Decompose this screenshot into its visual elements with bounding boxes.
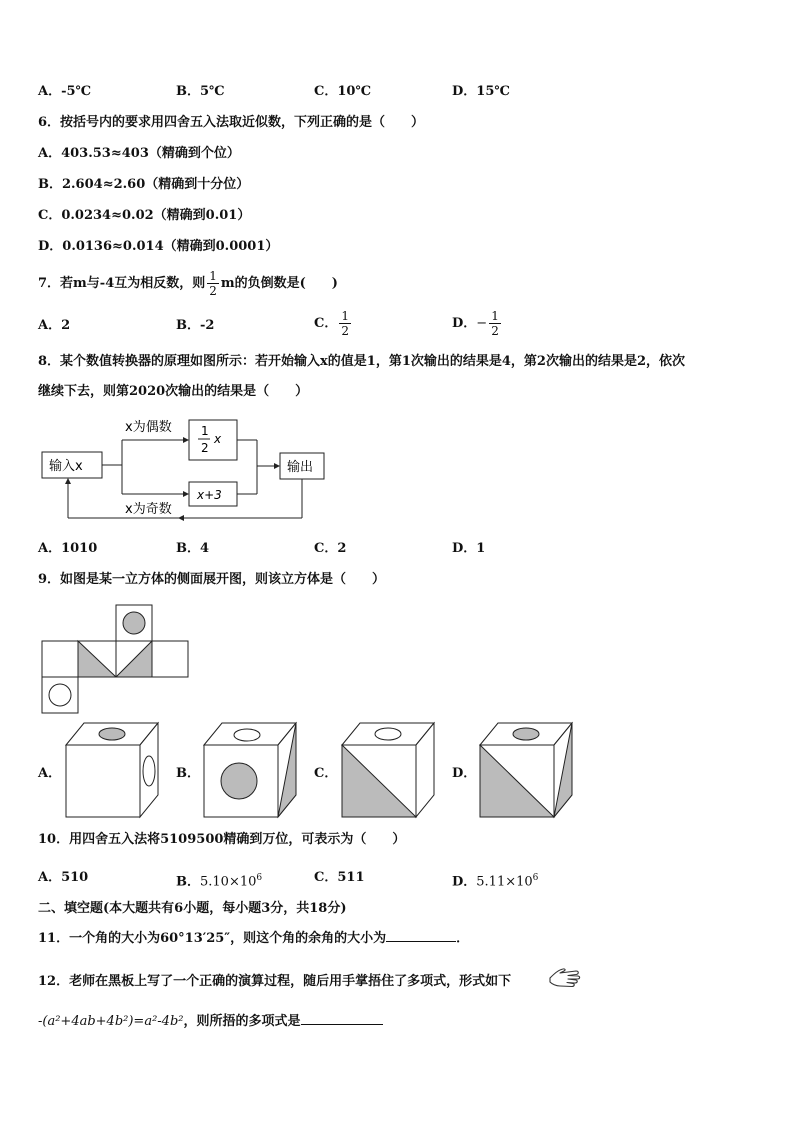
- q11-stem-pre: 11．一个角的大小为60°13′25″，则这个角的余角的大小为: [38, 931, 387, 946]
- q7-d-num: 1: [491, 309, 499, 323]
- q7-fraction: [207, 269, 219, 298]
- q9-option-a-label: A．: [38, 766, 62, 781]
- q10-option-b: [176, 870, 262, 890]
- q7-option-c-label: C．: [314, 316, 338, 331]
- q6-option-c: C．0.0234≈0.02（精确到0.01）: [38, 208, 251, 223]
- q10-option-d-exp: 6: [532, 873, 539, 883]
- section-heading: 二、填空题(本大题共有6小题，每小题3分，共18分): [38, 901, 347, 916]
- q7-option-d: [452, 308, 503, 340]
- q7-option-d-label: D．: [452, 316, 477, 331]
- q10-option-c: C．511: [314, 870, 365, 885]
- q6-option-a: A．403.53≈403（精确到个位）: [38, 146, 240, 161]
- flow-plus3-label: x+3: [197, 488, 222, 502]
- q12-stem-post: ，则所捂的多项式是: [183, 1014, 301, 1029]
- q10-option-b-label: B．: [176, 874, 200, 890]
- q7-c-den: 2: [341, 324, 349, 338]
- q6-option-b: B．2.604≈2.60（精确到十分位）: [38, 177, 250, 192]
- q10-option-d: [452, 870, 538, 890]
- q11-answer-blank[interactable]: [386, 941, 456, 942]
- q9-cube-net: [40, 604, 190, 716]
- flow-output-label: 输出: [287, 460, 314, 475]
- q9-option-c-cube: [338, 721, 442, 821]
- q8-option-c: C．2: [314, 541, 347, 556]
- q11-stem-post: ．: [456, 931, 470, 946]
- q7-option-c: [314, 308, 353, 340]
- flow-input-label: 输入x: [49, 459, 83, 474]
- q7-stem-pre: 7．若m与-4互为相反数，则: [38, 276, 206, 291]
- q9-option-c-label: C．: [314, 766, 338, 781]
- q7-stem: [38, 268, 338, 300]
- q10-option-d-value: 5.11×10: [476, 874, 533, 890]
- q7-option-c-frac: [339, 309, 351, 338]
- q8-option-b: B．4: [176, 541, 210, 556]
- q12-line1: 12．老师在黑板上写了一个正确的演算过程，随后用手掌捂住了多项式，形式如下: [38, 974, 512, 989]
- q6-stem: 6．按括号内的要求用四舍五入法取近似数，下列正确的是（ ）: [38, 115, 425, 130]
- q5-option-d: D．15℃: [452, 84, 510, 99]
- q8-option-a: A．1010: [38, 541, 98, 556]
- q9-stem: 9．如图是某一立方体的侧面展开图，则该立方体是（ ）: [38, 572, 386, 587]
- q7-c-num: 1: [341, 309, 349, 323]
- q12-expression: -(a²+4ab+4b²)=a²-4b²: [38, 1014, 184, 1029]
- q8-stem-line1: 8．某个数值转换器的原理如图所示：若开始输入x的值是1，第1次输出的结果是4，第2次输出的结果是2，依次: [38, 354, 686, 369]
- q7-frac-den: 2: [209, 284, 217, 298]
- flow-half-box: [189, 420, 237, 460]
- q7-d-sign: −: [476, 316, 488, 331]
- q9-option-b-cube: [200, 721, 304, 821]
- q7-option-a: A．2: [38, 318, 71, 333]
- flow-half-num: 1: [201, 424, 209, 438]
- q9-option-a-cube: [62, 721, 166, 821]
- flow-half-den: 2: [201, 441, 209, 455]
- q12-answer-blank[interactable]: [301, 1024, 383, 1025]
- q5-option-a: A．-5℃: [38, 84, 92, 99]
- q9-option-d-label: D．: [452, 766, 477, 781]
- q8-option-d: D．1: [452, 541, 486, 556]
- q10-option-b-exp: 6: [256, 873, 263, 883]
- q10-option-d-label: D．: [452, 874, 477, 890]
- hand-icon: [548, 964, 582, 992]
- q9-option-b-label: B．: [176, 766, 200, 781]
- q6-option-d: D．0.0136≈0.014（精确到0.0001）: [38, 239, 279, 254]
- q10-option-b-value: 5.10×10: [200, 874, 257, 890]
- q11-stem: [38, 931, 469, 947]
- q7-frac-num: 1: [209, 269, 217, 283]
- q7-stem-post: m的负倒数是( ): [220, 276, 338, 291]
- q7-d-den: 2: [491, 324, 499, 338]
- q7-option-b: B．-2: [176, 318, 215, 333]
- q8-stem-line2: 继续下去，则第2020次输出的结果是（ ）: [38, 384, 309, 399]
- flow-even-label: x为偶数: [125, 420, 172, 435]
- q10-option-a: A．510: [38, 870, 89, 885]
- q10-stem: 10．用四舍五入法将5109500精确到万位，可表示为（ ）: [38, 832, 406, 847]
- flow-half-var: x: [214, 432, 222, 446]
- q7-option-d-frac: [489, 309, 501, 338]
- q8-flow-diagram: [38, 412, 338, 527]
- q5-option-c: C．10℃: [314, 84, 372, 99]
- q9-option-d-cube: [476, 721, 580, 821]
- q5-option-b: B．5℃: [176, 84, 225, 99]
- flow-odd-label: x为奇数: [125, 502, 172, 517]
- q12-line2: [38, 1014, 383, 1030]
